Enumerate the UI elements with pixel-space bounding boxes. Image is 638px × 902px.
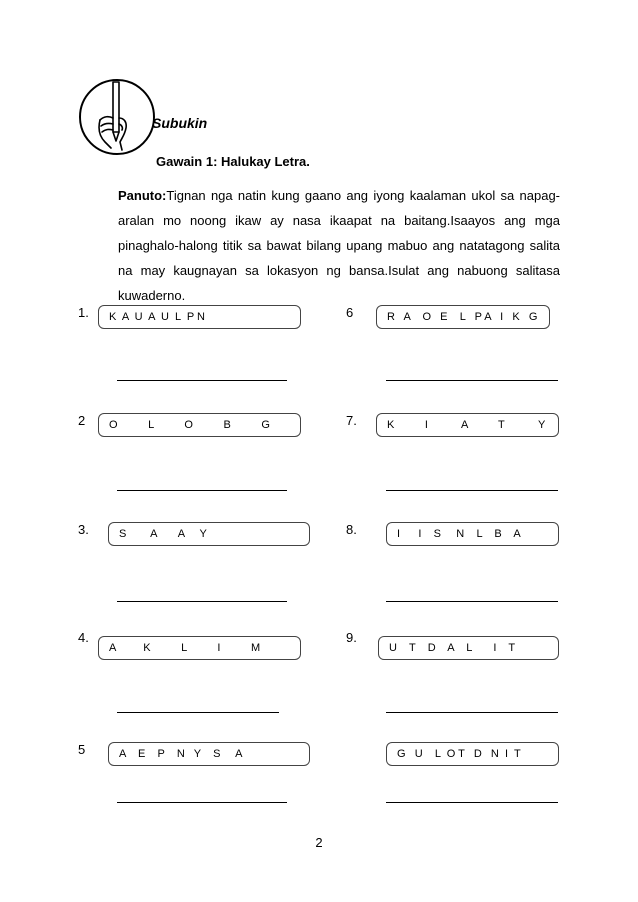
letter-box: O L O B G [98, 413, 301, 437]
letter-box: U T D A L I T [378, 636, 559, 660]
letter-box: R A O E L P A I K G [376, 305, 550, 329]
instructions-text: Tignan nga natin kung gaano ang iyong kaalaman ukol sa napag-aralan mo noong ikaw ay nasa ikaapat na baitang.Isaayos ang mga pinaghalo-halong titik sa bawat bilang upang mabuo ang natatagong salita na may kaugnayan sa lokasyon ng bansa.Isulat ang nabuong salitasa kuwaderno. [118, 188, 560, 303]
answer-line[interactable] [117, 802, 287, 803]
letter-box: G U L O T D N I T [386, 742, 559, 766]
answer-line[interactable] [386, 712, 558, 713]
letter-box: A K L I M [98, 636, 301, 660]
item-number: 6 [346, 305, 354, 320]
item-number: 3. [78, 522, 89, 537]
instructions [118, 183, 560, 308]
item-number: 7. [346, 413, 357, 428]
activity-title: Gawain 1: Halukay Letra. [156, 154, 310, 169]
answer-line[interactable] [117, 712, 279, 713]
hand-pencil-icon [78, 78, 156, 156]
answer-line[interactable] [117, 601, 287, 602]
section-title: Subukin [152, 115, 208, 131]
page-number: 2 [315, 835, 323, 850]
letter-box: A E P N Y S A [108, 742, 310, 766]
letter-box: K A U A U L P N [98, 305, 301, 329]
answer-line[interactable] [386, 601, 558, 602]
answer-line[interactable] [386, 490, 558, 491]
letter-box: I I S N L B A [386, 522, 559, 546]
item-number: 2 [78, 413, 86, 428]
instructions-label: Panuto: [118, 188, 167, 203]
answer-line[interactable] [117, 490, 287, 491]
answer-line[interactable] [117, 380, 287, 381]
item-number: 9. [346, 630, 357, 645]
item-number: 8. [346, 522, 357, 537]
letter-box: K I A T Y [376, 413, 559, 437]
letter-box: S A A Y [108, 522, 310, 546]
answer-line[interactable] [386, 380, 558, 381]
answer-line[interactable] [386, 802, 558, 803]
item-number: 1. [78, 305, 89, 320]
item-number: 4. [78, 630, 89, 645]
item-number: 5 [78, 742, 86, 757]
